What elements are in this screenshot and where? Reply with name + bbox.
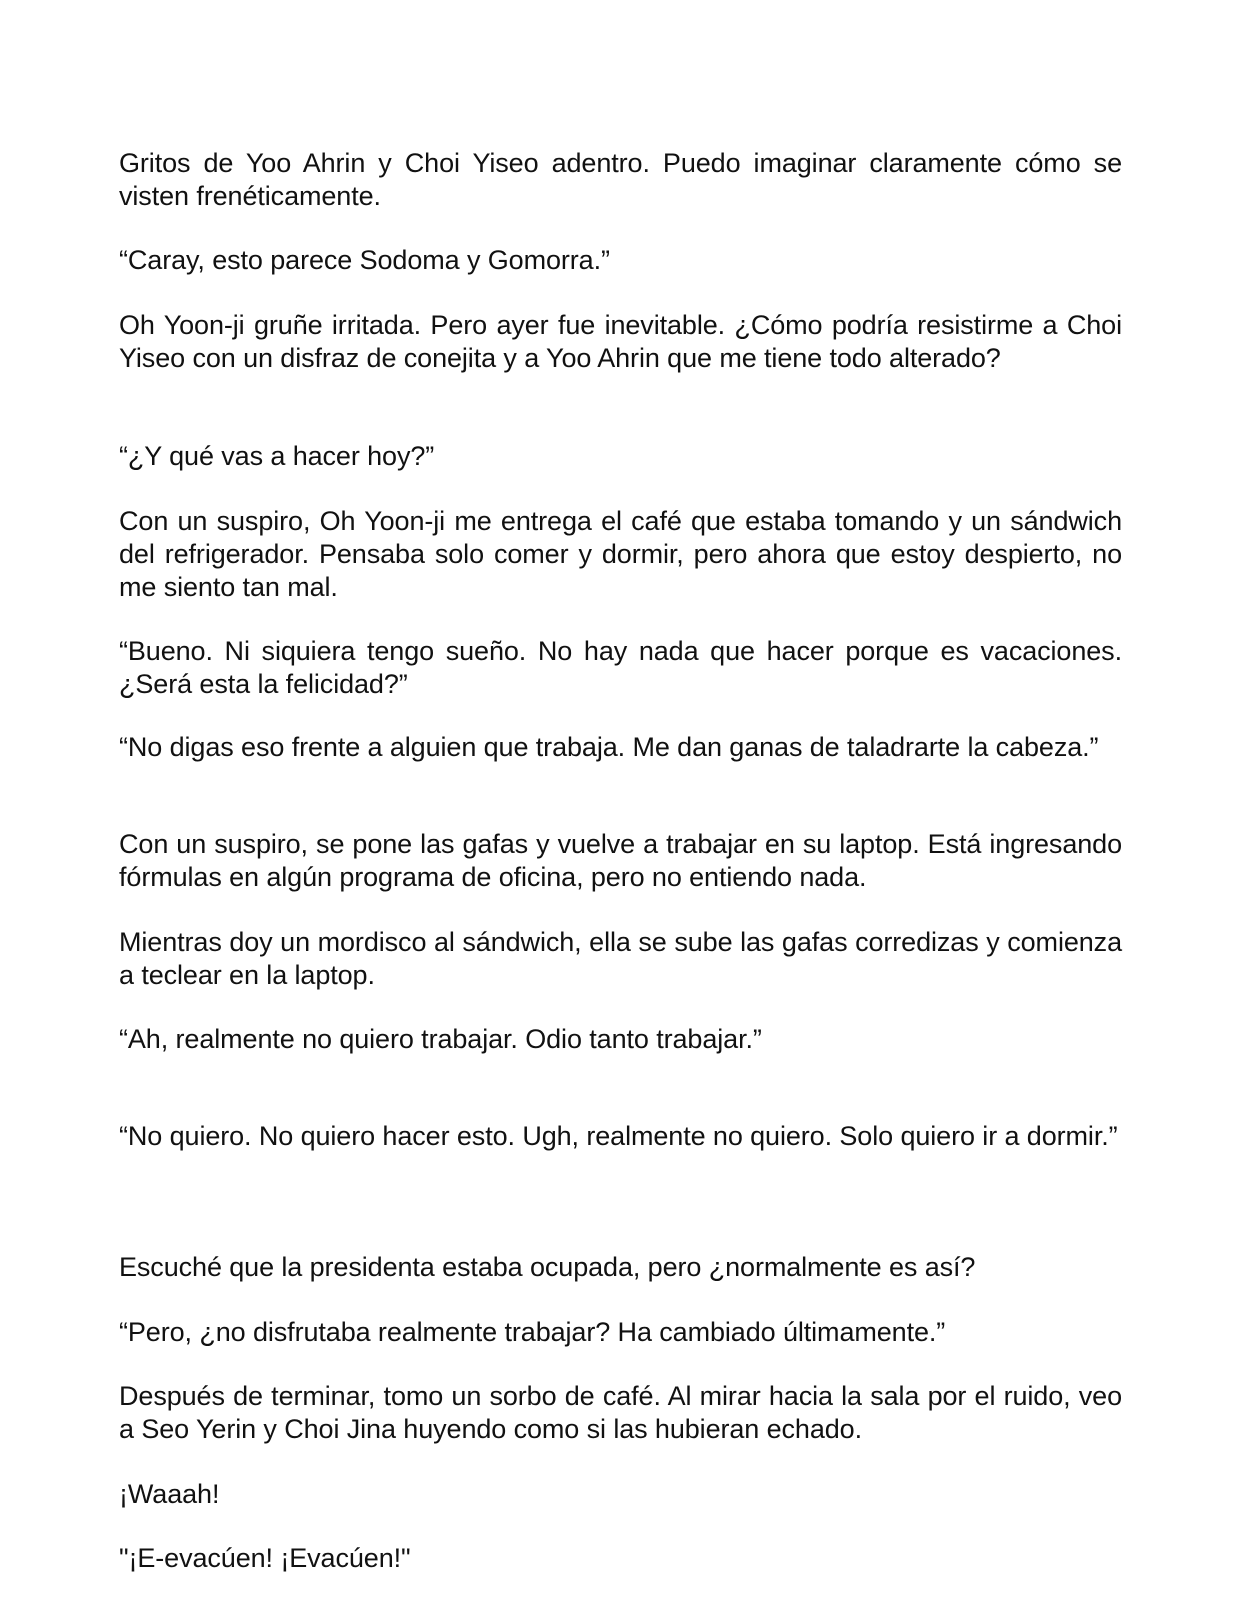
paragraph-15: ¡Waaah! xyxy=(119,1479,220,1509)
paragraph-12: Escuché que la presidenta estaba ocupada, pero ¿normalmente es así? xyxy=(119,1252,976,1282)
paragraph-13: “Pero, ¿no disfrutaba realmente trabajar? Ha cambiado últimamente.” xyxy=(119,1317,946,1347)
paragraph-6: “Bueno. Ni siquiera tengo sueño. No hay nada que hacer porque es vacaciones. ¿Será esta la felicidad?” xyxy=(119,636,1122,699)
paragraph-10: “Ah, realmente no quiero trabajar. Odio tanto trabajar.” xyxy=(119,1024,762,1054)
paragraph-9: Mientras doy un mordisco al sándwich, ella se sube las gafas corredizas y comienza a teclear en la laptop. xyxy=(119,927,1122,990)
paragraph-7: “No digas eso frente a alguien que trabaja. Me dan ganas de taladrarte la cabeza.” xyxy=(119,732,1099,762)
paragraph-3: Oh Yoon-ji gruñe irritada. Pero ayer fue inevitable. ¿Cómo podría resistirme a Choi Yiseo con un disfraz de conejita y a Yoo Ahrin que me tiene todo alterado? xyxy=(119,310,1122,373)
paragraph-16: "¡E-evacúen! ¡Evacúen!" xyxy=(119,1543,411,1573)
paragraph-1: Gritos de Yoo Ahrin y Choi Yiseo adentro. Puedo imaginar claramente cómo se visten frenéticamente. xyxy=(119,148,1122,211)
paragraph-8: Con un suspiro, se pone las gafas y vuelve a trabajar en su laptop. Está ingresando fórmulas en algún programa de oficina, pero no entiendo nada. xyxy=(119,829,1122,892)
paragraph-14: Después de terminar, tomo un sorbo de café. Al mirar hacia la sala por el ruido, veo a Seo Yerin y Choi Jina huyendo como si las hubieran echado. xyxy=(119,1381,1122,1444)
paragraph-5: Con un suspiro, Oh Yoon-ji me entrega el café que estaba tomando y un sándwich del refrigerador. Pensaba solo comer y dormir, pero ahora que estoy despierto, no me siento tan mal. xyxy=(119,506,1122,602)
paragraph-4: “¿Y qué vas a hacer hoy?” xyxy=(119,441,435,471)
paragraph-11: “No quiero. No quiero hacer esto. Ugh, realmente no quiero. Solo quiero ir a dormir.” xyxy=(119,1121,1118,1151)
paragraph-2: “Caray, esto parece Sodoma y Gomorra.” xyxy=(119,245,610,275)
